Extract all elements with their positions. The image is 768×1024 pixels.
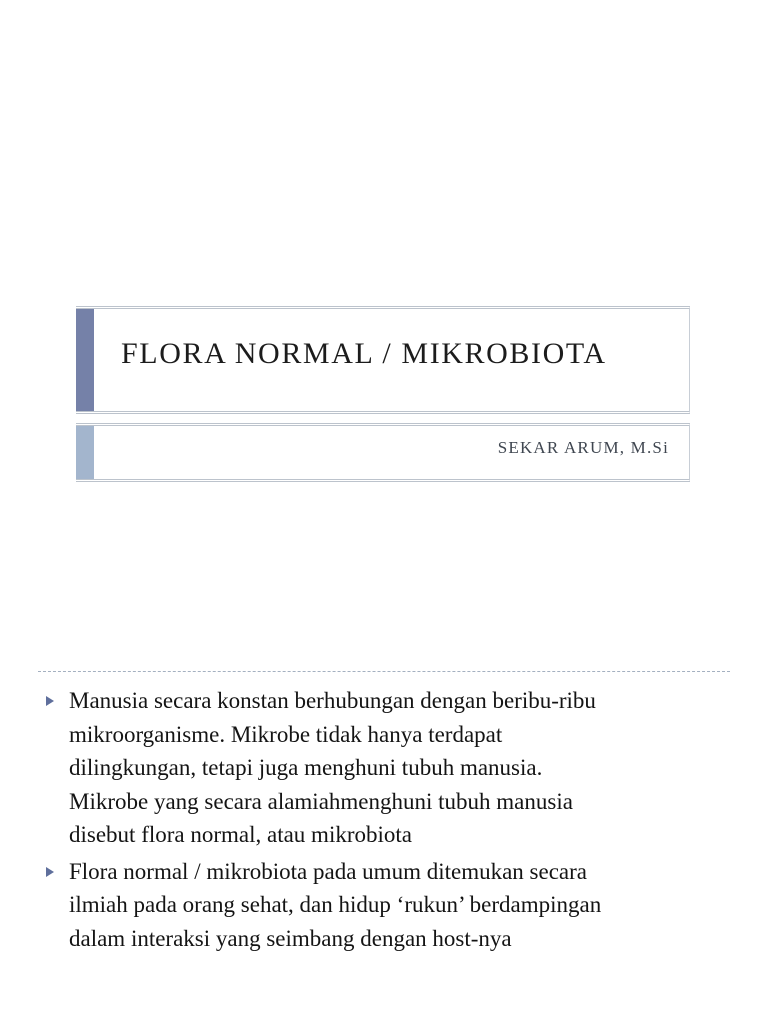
bullet-line: Mikrobe yang secara alamiahmenghuni tubuh manusia <box>69 788 573 814</box>
bullet-list <box>40 684 730 958</box>
bullet-line: dalam interaksi yang seimbang dengan host-nya <box>69 925 512 951</box>
bullet-line: mikroorganisme. Mikrobe tidak hanya terdapat <box>69 721 503 747</box>
bullet-line: Flora normal / mikrobiota pada umum ditemukan secara <box>69 858 587 884</box>
bullet-item <box>40 684 730 852</box>
title-accent-bar <box>76 309 94 411</box>
page-separator <box>38 671 730 672</box>
bullet-line: Manusia secara konstan berhubungan dengan beribu-ribu <box>69 688 596 713</box>
bullet-line: ilmiah pada orang sehat, dan hidup ‘rukun’ berdampingan <box>69 892 602 917</box>
triangle-right-icon <box>46 867 54 877</box>
title-box <box>76 306 690 414</box>
slide-subtitle: SEKAR ARUM, M.Si <box>497 438 669 457</box>
subtitle-box <box>76 423 690 482</box>
bullet-line: dilingkungan, tetapi juga menghuni tubuh manusia. <box>69 755 543 780</box>
bullet-line: disebut flora normal, atau mikrobiota <box>69 822 412 847</box>
slide-title: FLORA NORMAL / MIKROBIOTA <box>121 337 607 370</box>
bullet-item <box>40 855 730 956</box>
subtitle-accent-bar <box>76 426 94 479</box>
triangle-right-icon <box>46 696 54 706</box>
